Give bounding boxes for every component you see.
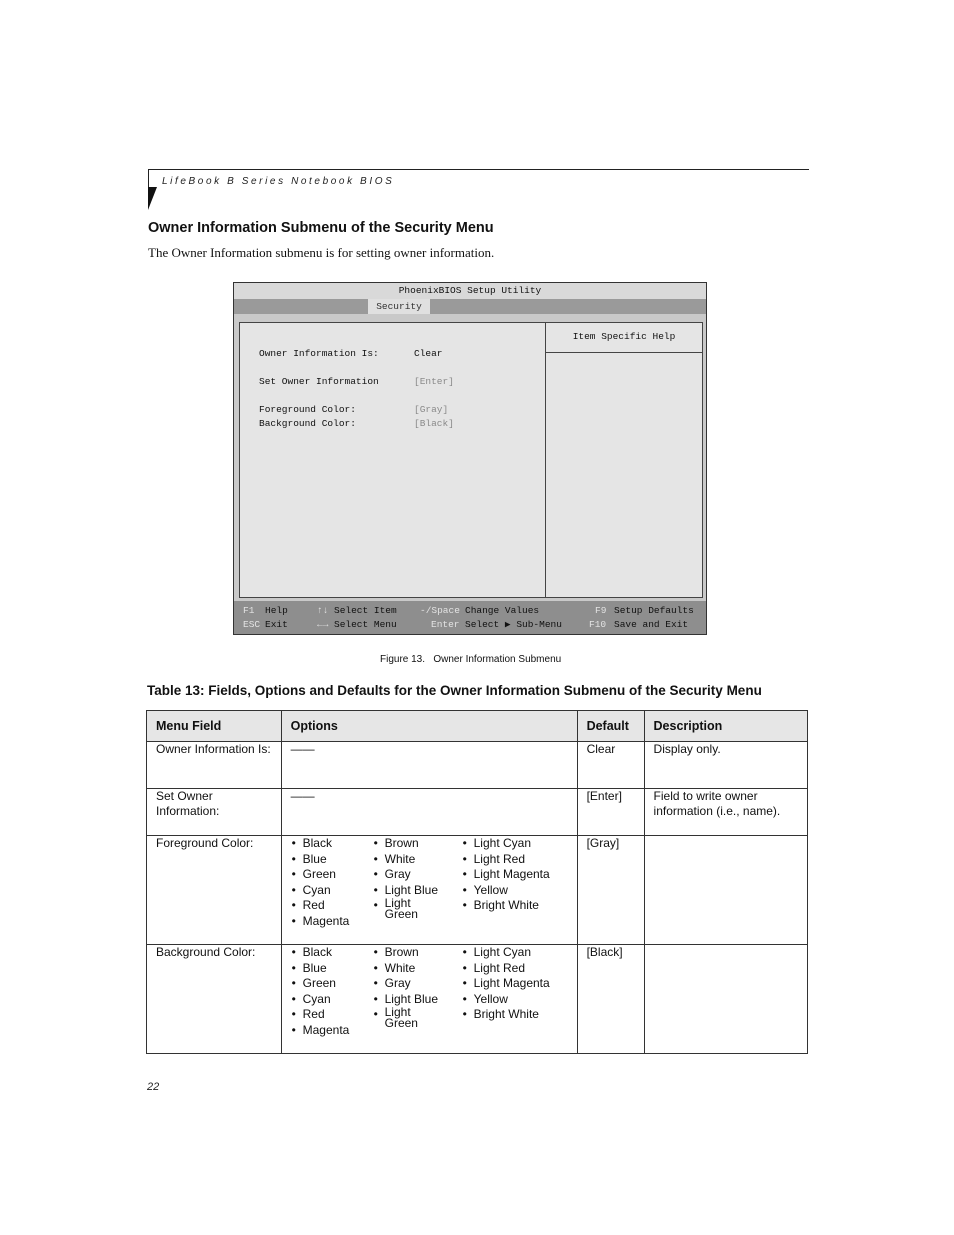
- header-rule-vertical: [148, 169, 149, 187]
- option-item: • Yellow: [462, 992, 562, 1008]
- option-list: [291, 945, 373, 1039]
- option-item: • Red: [291, 1007, 373, 1023]
- option-list: [373, 836, 462, 930]
- cell-field: Set Owner Information:: [147, 789, 282, 836]
- bios-help-header: Item Specific Help: [546, 322, 702, 353]
- key-f1-label: Help: [265, 605, 288, 616]
- option-item: • Blue: [291, 961, 373, 977]
- option-item: • Blue: [291, 852, 373, 868]
- key-f1: F1: [243, 605, 255, 616]
- bios-tab-security[interactable]: Security: [368, 299, 430, 314]
- option-item: • Gray: [373, 867, 462, 883]
- cell-description: Field to write owner information (i.e., name).: [644, 789, 807, 836]
- option-item: • Red: [291, 898, 373, 914]
- cell-description: Display only.: [644, 742, 807, 789]
- option-item: • Bright White: [462, 1007, 562, 1023]
- option-item: • Light Cyan: [462, 836, 562, 852]
- key-esc-label: Exit: [265, 619, 288, 630]
- option-item: • Green: [291, 867, 373, 883]
- key-space: -/Space: [420, 605, 460, 616]
- table-header-row: [147, 711, 808, 742]
- key-updown-label: Select Item: [334, 605, 397, 616]
- table-row: [147, 945, 808, 1054]
- bios-row-label[interactable]: Foreground Color:: [259, 404, 356, 415]
- option-item: • Magenta: [291, 914, 373, 930]
- cell-field: Owner Information Is:: [147, 742, 282, 789]
- key-space-label: Change Values: [465, 605, 540, 616]
- option-item: • Light Red: [462, 961, 562, 977]
- bios-title: PhoenixBIOS Setup Utility: [234, 283, 706, 299]
- table-row: [147, 789, 808, 836]
- options-table: [146, 710, 808, 1054]
- cell-description: [644, 945, 807, 1054]
- cell-options: ——: [281, 742, 577, 789]
- cell-options: [281, 836, 577, 945]
- figure-caption: Figure 13. Owner Information Submenu: [380, 654, 562, 665]
- key-f10: F10: [589, 619, 607, 630]
- bios-row-value[interactable]: [Gray]: [414, 404, 449, 415]
- bios-row-value[interactable]: [Black]: [414, 418, 454, 429]
- cell-field: Background Color:: [147, 945, 282, 1054]
- cell-field: Foreground Color:: [147, 836, 282, 945]
- bios-screenshot: [233, 282, 707, 635]
- bios-row-label[interactable]: Background Color:: [259, 418, 356, 429]
- option-item: • Gray: [373, 976, 462, 992]
- bios-footer: [234, 601, 706, 634]
- cell-default: Clear: [577, 742, 644, 789]
- option-item: • Light Red: [462, 852, 562, 868]
- bios-menubar: [234, 299, 706, 314]
- option-item-text: • Light Green: [384, 896, 418, 922]
- option-item: • Black: [291, 836, 373, 852]
- option-item-text: • Light Green: [384, 1005, 418, 1031]
- cell-description: [644, 836, 807, 945]
- option-list: [462, 945, 562, 1039]
- bios-main-panel: [239, 322, 703, 598]
- bios-row-value: Clear: [414, 348, 443, 359]
- header-description: Description: [644, 711, 807, 742]
- option-item: • Yellow: [462, 883, 562, 899]
- key-leftright: ←→: [317, 619, 329, 630]
- option-item: • Black: [291, 945, 373, 961]
- option-item: • Brown: [373, 836, 462, 852]
- header-menu-field: Menu Field: [147, 711, 282, 742]
- section-intro: The Owner Information submenu is for setting owner information.: [148, 245, 495, 260]
- header-rule: [148, 169, 809, 170]
- option-item: • Bright White: [462, 898, 562, 914]
- option-list: [373, 945, 462, 1039]
- bios-row-label[interactable]: Set Owner Information: [259, 376, 379, 387]
- option-item: • White: [373, 852, 462, 868]
- bios-row-label: Owner Information Is:: [259, 348, 379, 359]
- header-default: Default: [577, 711, 644, 742]
- running-header: LifeBook B Series Notebook BIOS: [162, 176, 395, 187]
- bios-row-value[interactable]: [Enter]: [414, 376, 454, 387]
- cell-default: [Enter]: [577, 789, 644, 836]
- header-corner-mark: [148, 187, 157, 210]
- key-f9-label: Setup Defaults: [614, 605, 694, 616]
- option-item: • Light Cyan: [462, 945, 562, 961]
- option-item: [373, 898, 462, 920]
- option-item: • Light Magenta: [462, 976, 562, 992]
- table-row: [147, 742, 808, 789]
- option-item: • Light Magenta: [462, 867, 562, 883]
- section-title: Owner Information Submenu of the Security Menu: [148, 220, 494, 236]
- option-list: [291, 836, 373, 930]
- header-options: Options: [281, 711, 577, 742]
- page-number: 22: [147, 1081, 160, 1093]
- key-enter: Enter: [431, 619, 460, 630]
- bios-panel-divider: [545, 322, 546, 597]
- cell-options: [281, 945, 577, 1054]
- option-item: • White: [373, 961, 462, 977]
- option-list: [462, 836, 562, 930]
- option-item: • Brown: [373, 945, 462, 961]
- key-f10-label: Save and Exit: [614, 619, 689, 630]
- key-f9: F9: [595, 605, 607, 616]
- option-item: • Cyan: [291, 992, 373, 1008]
- cell-options: ——: [281, 789, 577, 836]
- option-item: • Light Blue: [373, 992, 462, 1008]
- table-title: Table 13: Fields, Options and Defaults for the Owner Information Submenu of the Security Menu: [147, 683, 762, 698]
- option-item: • Cyan: [291, 883, 373, 899]
- table-row: [147, 836, 808, 945]
- option-item: • Light Blue: [373, 883, 462, 899]
- option-item: [373, 1007, 462, 1029]
- key-enter-label: Select ▶ Sub-Menu: [465, 619, 562, 630]
- option-item: • Magenta: [291, 1023, 373, 1039]
- cell-default: [Black]: [577, 945, 644, 1054]
- key-leftright-label: Select Menu: [334, 619, 397, 630]
- option-item: • Green: [291, 976, 373, 992]
- key-updown: ↑↓: [317, 605, 329, 616]
- cell-default: [Gray]: [577, 836, 644, 945]
- key-esc: ESC: [243, 619, 261, 630]
